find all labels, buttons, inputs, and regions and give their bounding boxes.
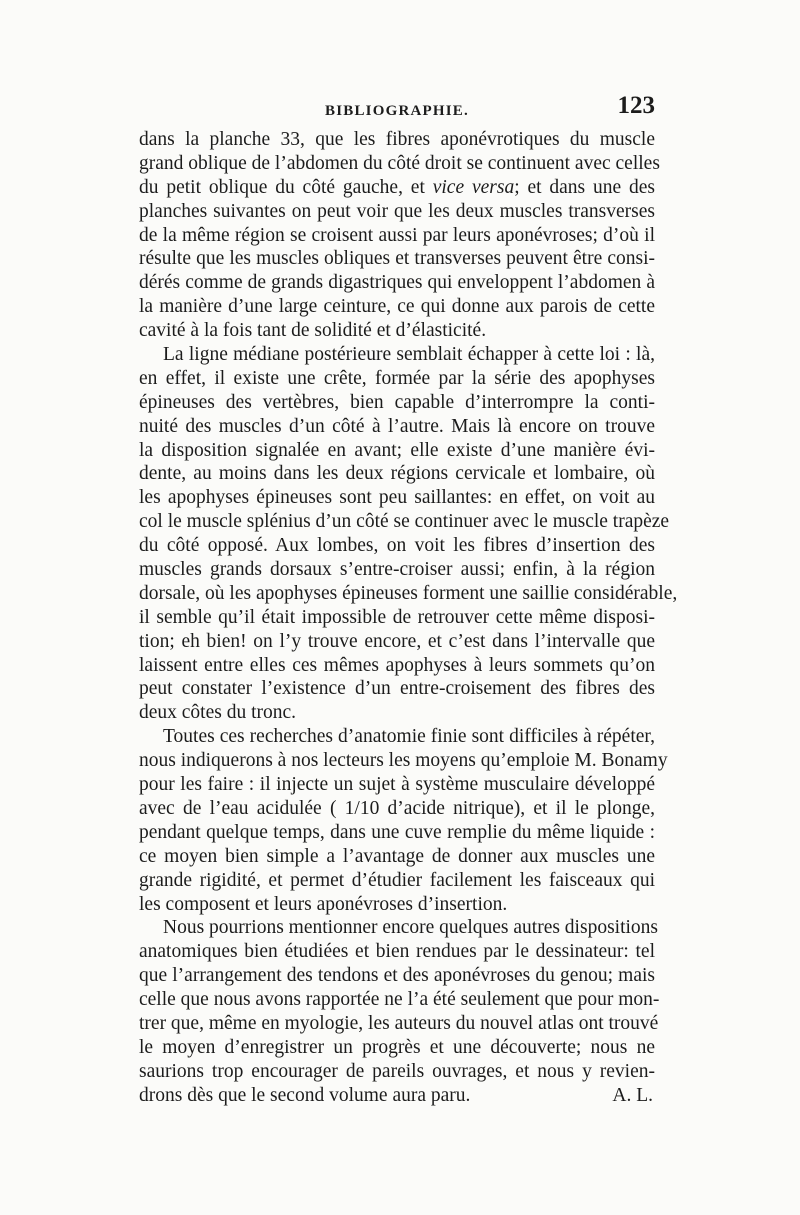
text-line: dans la planche 33, que les fibres aponévrotiques du muscle xyxy=(139,129,655,150)
text-line: la disposition signalée en avant; elle existe d’une manière évi- xyxy=(139,439,655,461)
text-line: celle que nous avons rapportée ne l’a été seulement que pour mon- xyxy=(139,989,660,1011)
text-line: il semble qu’il était impossible de retrouver cette même disposi- xyxy=(139,606,655,628)
text-line: trer que, même en myologie, les auteurs du nouvel atlas ont trouvé xyxy=(139,1012,659,1034)
text-line: épineuses des vertèbres, bien capable d’interrompre la conti- xyxy=(139,391,655,413)
text-line: de la même région se croisent aussi par leurs aponévroses; d’où il xyxy=(139,224,655,246)
body-text xyxy=(139,128,678,1084)
text-line: les apophyses épineuses sont peu saillantes: en effet, on voit au xyxy=(139,487,655,509)
text-line: tion; eh bien! on l’y trouve encore, et c’est dans l’intervalle que xyxy=(139,630,655,652)
text-line: cavité à la fois tant de solidité et d’élasticité. xyxy=(139,320,487,342)
text-line: les composent et leurs aponévroses d’insertion. xyxy=(139,893,508,915)
paragraph xyxy=(139,343,678,725)
text-line: la manière d’une large ceinture, ce qui donne aux parois de cette xyxy=(139,296,655,318)
text-line: muscles grands dorsaux s’entre-croiser aussi; enfin, à la région xyxy=(139,559,655,581)
closing-line: drons dès que le second volume aura paru. xyxy=(139,1084,471,1106)
text-line: grande rigidité, et permet d’étudier facilement les faisceaux qui xyxy=(139,869,655,891)
text-line: dorsale, où les apophyses épineuses forment une saillie considérable, xyxy=(139,582,678,604)
text-line: du petit oblique du côté gauche, et vice versa; et dans une des xyxy=(139,176,655,198)
text-line: résulte que les muscles obliques et transverses peuvent être consi- xyxy=(139,248,655,270)
text-line: laissent entre elles ces mêmes apophyses à leurs sommets qu’on xyxy=(139,654,655,676)
text-line: Toutes ces recherches d’anatomie finie sont difficiles à répéter, xyxy=(163,726,655,748)
page-header xyxy=(139,92,655,128)
text-line: grand oblique de l’abdomen du côté droit se continuent avec celles xyxy=(139,152,660,174)
text-line: anatomiques bien étudiées et bien rendues par le dessinateur: tel xyxy=(139,941,655,963)
text-line: avec de l’eau acidulée ( 1/10 d’acide nitrique), et il le plonge, xyxy=(139,797,655,819)
signature: A. L. xyxy=(612,1084,653,1106)
text-line: du côté opposé. Aux lombes, on voit les fibres d’insertion des xyxy=(139,535,655,557)
text-line: le moyen d’enregistrer un progrès et une découverte; nous ne xyxy=(139,1036,655,1058)
text-line: peut constater l’existence d’un entre-croisement des fibres des xyxy=(139,678,655,700)
text-block xyxy=(139,92,678,1108)
text-line: planches suivantes on peut voir que les deux muscles transverses xyxy=(139,200,655,222)
text-line: en effet, il existe une crête, formée par la série des apophyses xyxy=(139,367,655,389)
text-line: Nous pourrions mentionner encore quelques autres dispositions xyxy=(163,917,658,939)
text-line: pour les faire : il injecte un sujet à système musculaire développé xyxy=(139,774,655,796)
text-line: La ligne médiane postérieure semblait échapper à cette loi : là, xyxy=(163,344,655,366)
paragraph xyxy=(139,128,660,343)
text-line: dente, au moins dans les deux régions cervicale et lombaire, où xyxy=(139,463,655,485)
text-line: col le muscle splénius d’un côté se continuer avec le muscle trapèze xyxy=(139,511,670,533)
text-line: dérés comme de grands digastriques qui enveloppent l’abdomen à xyxy=(139,272,655,294)
page-number: 123 xyxy=(617,92,655,119)
running-title: BIBLIOGRAPHIE. xyxy=(325,103,469,119)
closing-line-row xyxy=(139,1084,655,1108)
text-line: nous indiquerons à nos lecteurs les moyens qu’emploie M. Bonamy xyxy=(139,750,668,772)
text-line: que l’arrangement des tendons et des aponévroses du genou; mais xyxy=(139,965,655,987)
text-line: deux côtes du tronc. xyxy=(139,702,297,724)
text-line: pendant quelque temps, dans une cuve remplie du même liquide : xyxy=(139,821,655,843)
paragraph xyxy=(139,916,660,1083)
paragraph xyxy=(139,725,668,916)
text-line: saurions trop encourager de pareils ouvrages, et nous y revien- xyxy=(139,1060,655,1082)
text-line: ce moyen bien simple a l’avantage de donner aux muscles une xyxy=(139,845,655,867)
text-line: nuité des muscles d’un côté à l’autre. Mais là encore on trouve xyxy=(139,415,655,437)
